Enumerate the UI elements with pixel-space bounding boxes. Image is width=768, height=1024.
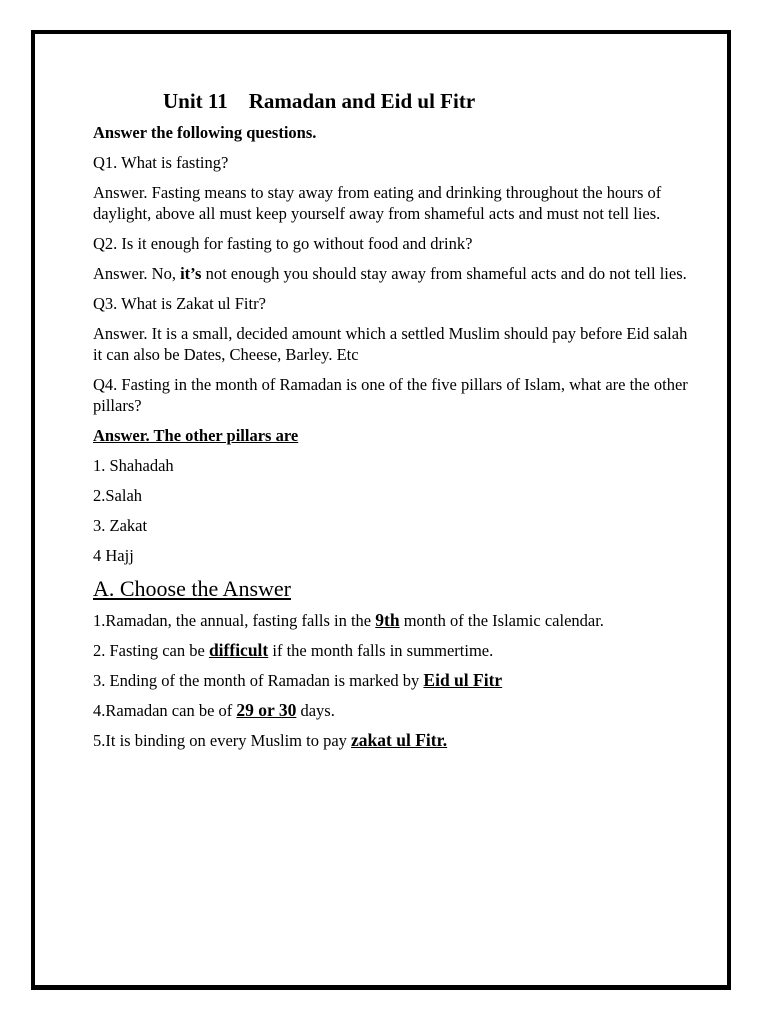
- choose-item-3: [93, 670, 693, 691]
- answer-2-prefix: Answer. No,: [93, 264, 181, 283]
- question-1: Q1. What is fasting?: [93, 153, 229, 172]
- choose-item-text: 2. Fasting can be: [93, 641, 209, 660]
- choose-item-answer: 9th: [375, 610, 400, 630]
- answer-1: Answer. Fasting means to stay away from eating and drinking throughout the hours of daylight, above all must keep yourself away from shameful acts and must not tell lies.: [93, 183, 662, 223]
- choose-item-5: [93, 730, 693, 751]
- choose-item-answer: Eid ul Fitr: [423, 670, 503, 690]
- pillar-item: 2.Salah: [93, 486, 143, 505]
- answer-3: Answer. It is a small, decided amount which a settled Muslim should pay before Eid salah it can also be Dates, Cheese, Barley. Etc: [93, 324, 688, 364]
- choose-item-text: days.: [296, 701, 335, 720]
- pillar-item: 4 Hajj: [93, 546, 134, 565]
- question-4: Q4. Fasting in the month of Ramadan is one of the five pillars of Islam, what are the other pillars?: [93, 375, 688, 415]
- worksheet-content: [93, 86, 693, 760]
- answer-2-bold: it’s: [180, 264, 202, 283]
- answer-2-suffix: not enough you should stay away from shameful acts and do not tell lies.: [201, 264, 687, 283]
- answer-2: [93, 263, 693, 284]
- choose-item-answer: zakat ul Fitr.: [351, 730, 448, 750]
- choose-item-text: 5.It is binding on every Muslim to pay: [93, 731, 352, 750]
- instruction: Answer the following questions.: [93, 123, 317, 142]
- answer-4: Answer. The other pillars are: [93, 426, 299, 445]
- choose-item-text: 4.Ramadan can be of: [93, 701, 237, 720]
- choose-item-text: month of the Islamic calendar.: [399, 611, 604, 630]
- choose-item-text: if the month falls in summertime.: [268, 641, 494, 660]
- choose-item-text: 3. Ending of the month of Ramadan is marked by: [93, 671, 424, 690]
- choose-item-1: [93, 610, 693, 631]
- question-2: Q2. Is it enough for fasting to go without food and drink?: [93, 234, 473, 253]
- choose-item-answer: difficult: [208, 640, 269, 660]
- choose-item-2: [93, 640, 693, 661]
- choose-item-4: [93, 700, 693, 721]
- choose-item-text: 1.Ramadan, the annual, fasting falls in the: [93, 611, 376, 630]
- choose-item-answer: 29 or 30: [236, 700, 297, 720]
- pillar-item: 3. Zakat: [93, 516, 148, 535]
- question-3: Q3. What is Zakat ul Fitr?: [93, 294, 266, 313]
- section-a-heading: A. Choose the Answer: [93, 576, 291, 601]
- pillar-item: 1. Shahadah: [93, 456, 174, 475]
- page-title: Unit 11 Ramadan and Eid ul Fitr: [163, 89, 476, 113]
